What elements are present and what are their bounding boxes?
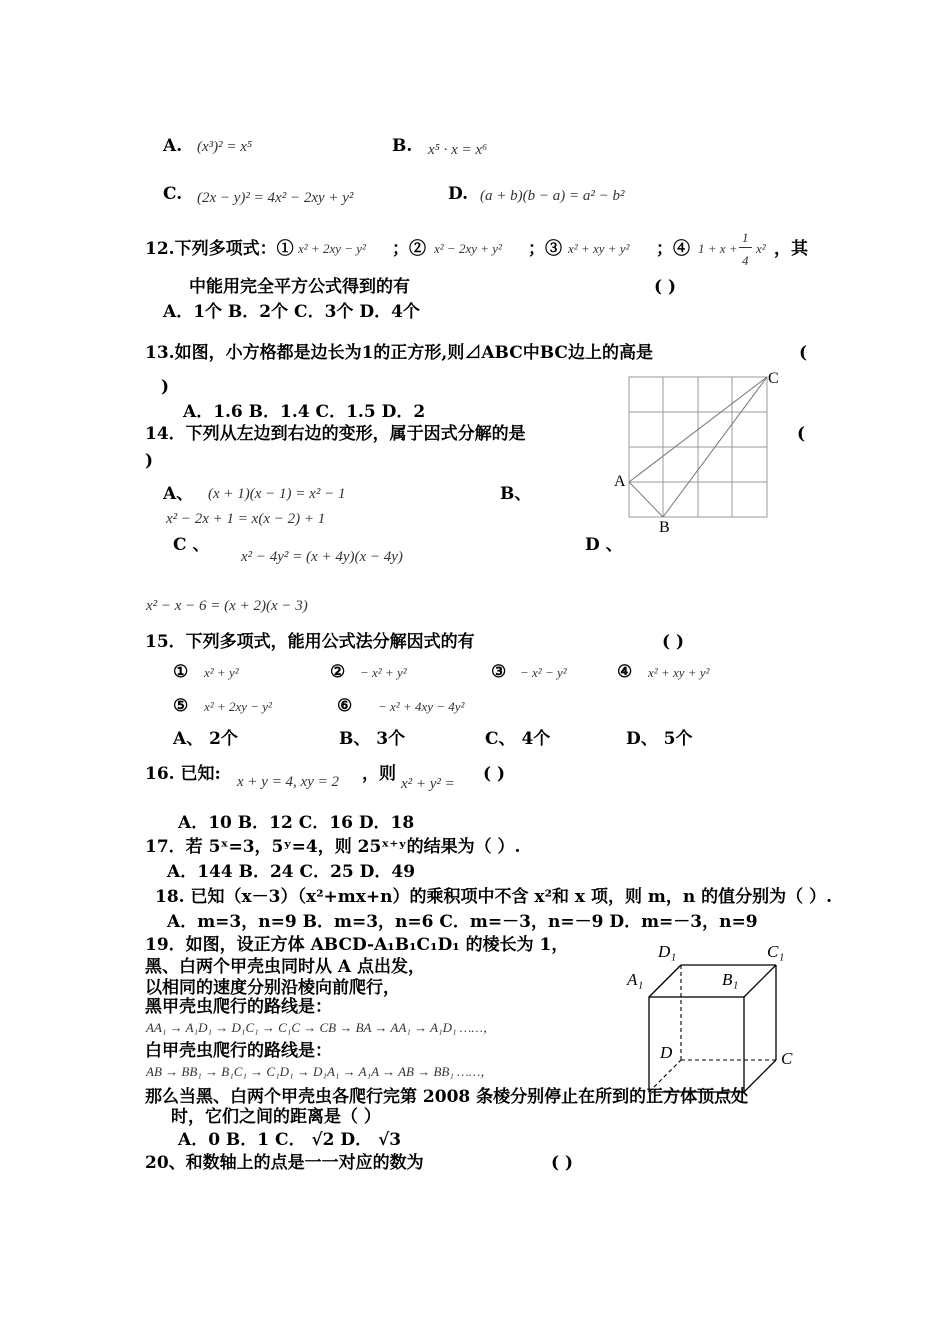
q19-line-1: 19．如图，设正方体 ABCD-A₁B₁C₁D₁ 的棱长为 1， bbox=[145, 935, 569, 955]
q11-option-b-label: B. bbox=[392, 136, 413, 156]
q14-option-a-expr: (x + 1)(x − 1) = x² − 1 bbox=[208, 486, 346, 502]
q12-sep-3: ；③ bbox=[528, 239, 562, 259]
q12-line2: 中能用完全平方公式得到的有 bbox=[189, 277, 410, 297]
q14-paren-close: ) bbox=[145, 451, 154, 471]
q12-stem: 12.下列多项式：① bbox=[145, 239, 294, 259]
q15-option-b: B、 3个 bbox=[339, 729, 406, 749]
cube-label-d1: D₁ bbox=[658, 942, 677, 961]
q19-line-6: 那么当黑、白两个甲壳虫各爬行完第 2008 条棱分别停止在所到的正方体顶点处 bbox=[145, 1087, 749, 1107]
q19-path-black: AA₁ → A₁D₁ → D₁C₁ → C₁C → CB → BA → AA₁ → A₁D₁ ……， bbox=[146, 1020, 496, 1035]
q15-expr-2: − x² + y² bbox=[360, 665, 407, 680]
cube-label-d: D bbox=[660, 1043, 673, 1062]
q14-option-c-label: C 、 bbox=[173, 535, 210, 555]
q16-condition: x + y = 4, xy = 2 bbox=[237, 774, 339, 790]
q12-expr-3: x² + xy + y² bbox=[568, 241, 630, 256]
q19-line-2: 黑、白两个甲壳虫同时从 A 点出发， bbox=[145, 957, 426, 977]
q13-paren-open: ( bbox=[799, 343, 808, 363]
q12-paren: ( ) bbox=[654, 277, 677, 297]
q11-option-a-expr: (x³)² = x⁵ bbox=[197, 139, 253, 155]
q12-expr-1: x² + 2xy − y² bbox=[298, 241, 366, 256]
q13-stem: 13.如图，小方格都是边长为1的正方形,则⊿ABC中BC边上的高是 bbox=[145, 343, 653, 363]
q15-expr-1: x² + y² bbox=[204, 665, 239, 680]
q15-num-6: ⑥ bbox=[337, 696, 353, 716]
q14-option-a-label: A、 bbox=[163, 484, 194, 504]
q11-option-d-label: D. bbox=[448, 184, 469, 204]
q15-expr-3: − x² − y² bbox=[520, 665, 567, 680]
q12-expr-4a: 1 + x + bbox=[698, 241, 738, 256]
q20-paren: ( ) bbox=[551, 1153, 574, 1173]
q19-line-7: 时，它们之间的距离是（ ） bbox=[171, 1107, 381, 1127]
q16-stem: 16. 已知: bbox=[145, 764, 221, 784]
q12-frac-den: 4 bbox=[742, 253, 749, 268]
q14-option-b-label: B、 bbox=[500, 484, 532, 504]
q12-frac-num: 1 bbox=[742, 230, 749, 245]
q19-line-4: 黑甲壳虫爬行的路线是： bbox=[145, 997, 332, 1017]
q13-paren-close: ) bbox=[161, 377, 170, 397]
q14-option-d-expr: x² − x − 6 = (x + 2)(x − 3) bbox=[146, 598, 308, 614]
q13-label-c: C bbox=[768, 370, 779, 387]
q11-option-b-expr: x⁵ · x = x⁶ bbox=[428, 142, 488, 158]
q19-path-white: AB → BB₁ → B₁C₁ → C₁D₁ → D₁A₁ → A₁A → AB → BB₁ ……， bbox=[146, 1064, 494, 1079]
q11-option-a-label: A. bbox=[163, 136, 183, 156]
q14-paren-open: ( bbox=[797, 424, 806, 444]
q18-options: A．m=3，n=9 B．m=3，n=6 C．m=－3，n=－9 D．m=－3，n=9 bbox=[167, 912, 758, 932]
q11-option-d-expr: (a + b)(b − a) = a² − b² bbox=[480, 188, 625, 204]
q15-paren: ( ) bbox=[662, 632, 685, 652]
q15-expr-4: x² + xy + y² bbox=[648, 665, 710, 680]
q15-option-a: A、 2个 bbox=[173, 729, 238, 749]
q15-stem: 15．下列多项式，能用公式法分解因式的有 bbox=[145, 632, 475, 652]
q15-expr-6: − x² + 4xy − 4y² bbox=[378, 699, 465, 714]
q14-option-c-expr: x² − 4y² = (x + 4y)(x − 4y) bbox=[241, 549, 403, 565]
q15-num-1: ① bbox=[173, 662, 189, 682]
q13-label-b: B bbox=[659, 519, 670, 536]
q18-stem: 18. 已知（x－3）（x²+mx+n）的乘积项中不含 x²和 x 项，则 m，n 的值分别为（ ）. bbox=[155, 887, 833, 907]
q12-tail: ，其 bbox=[774, 239, 808, 259]
q15-expr-5: x² + 2xy − y² bbox=[204, 699, 272, 714]
q13-grid-figure bbox=[600, 360, 800, 540]
q16-ask: x² + y² = bbox=[401, 776, 455, 792]
q15-num-5: ⑤ bbox=[173, 696, 189, 716]
q12-expr-4b: x² bbox=[756, 241, 766, 256]
cube-label-c1: C₁ bbox=[767, 942, 785, 961]
cube-label-b1: B₁ bbox=[722, 970, 739, 989]
q12-sep-2: ；② bbox=[392, 239, 426, 259]
q11-option-c-expr: (2x − y)² = 4x² − 2xy + y² bbox=[197, 190, 354, 206]
q15-option-c: C、 4个 bbox=[485, 729, 551, 749]
q15-option-d: D、 5个 bbox=[626, 729, 693, 749]
q15-num-3: ③ bbox=[491, 662, 507, 682]
q19-line-5: 白甲壳虫爬行的路线是： bbox=[145, 1041, 332, 1061]
q12-frac-bar bbox=[739, 247, 752, 248]
q16-options: A．10 B．12 C．16 D．18 bbox=[178, 813, 415, 833]
q15-num-2: ② bbox=[330, 662, 346, 682]
q12-expr-2: x² − 2xy + y² bbox=[434, 241, 502, 256]
q19-line-3: 以相同的速度分别沿棱向前爬行， bbox=[145, 978, 400, 998]
q16-paren: ( ) bbox=[483, 764, 506, 784]
q13-label-a: A bbox=[614, 473, 626, 490]
q17-options: A．144 B．24 C．25 D．49 bbox=[167, 862, 416, 882]
q13-options: A．1.6 B．1.4 C．1.5 D．2 bbox=[183, 402, 426, 422]
q14-option-d-label: D 、 bbox=[585, 535, 623, 555]
q15-num-4: ④ bbox=[617, 662, 633, 682]
q20-stem: 20、和数轴上的点是一一对应的数为 bbox=[145, 1153, 424, 1173]
q12-sep-4: ；④ bbox=[656, 239, 690, 259]
q12-options: A．1个 B．2个 C．3个 D．4个 bbox=[163, 302, 420, 322]
cube-label-a1: A₁ bbox=[627, 970, 644, 989]
q19-options: A．0 B．1 C． √2 D． √3 bbox=[178, 1130, 402, 1150]
cube-label-c: C bbox=[781, 1049, 793, 1068]
q17-stem: 17．若 5ˣ=3，5ʸ=4，则 25ˣ⁺ʸ的结果为（ ）. bbox=[145, 837, 521, 857]
q16-then: ，则 bbox=[362, 764, 396, 784]
q14-option-b-expr: x² − 2x + 1 = x(x − 2) + 1 bbox=[166, 511, 326, 527]
q11-option-c-label: C. bbox=[163, 184, 183, 204]
q19-cube-figure bbox=[622, 935, 802, 1095]
q14-stem: 14．下列从左边到右边的变形，属于因式分解的是 bbox=[145, 424, 526, 444]
